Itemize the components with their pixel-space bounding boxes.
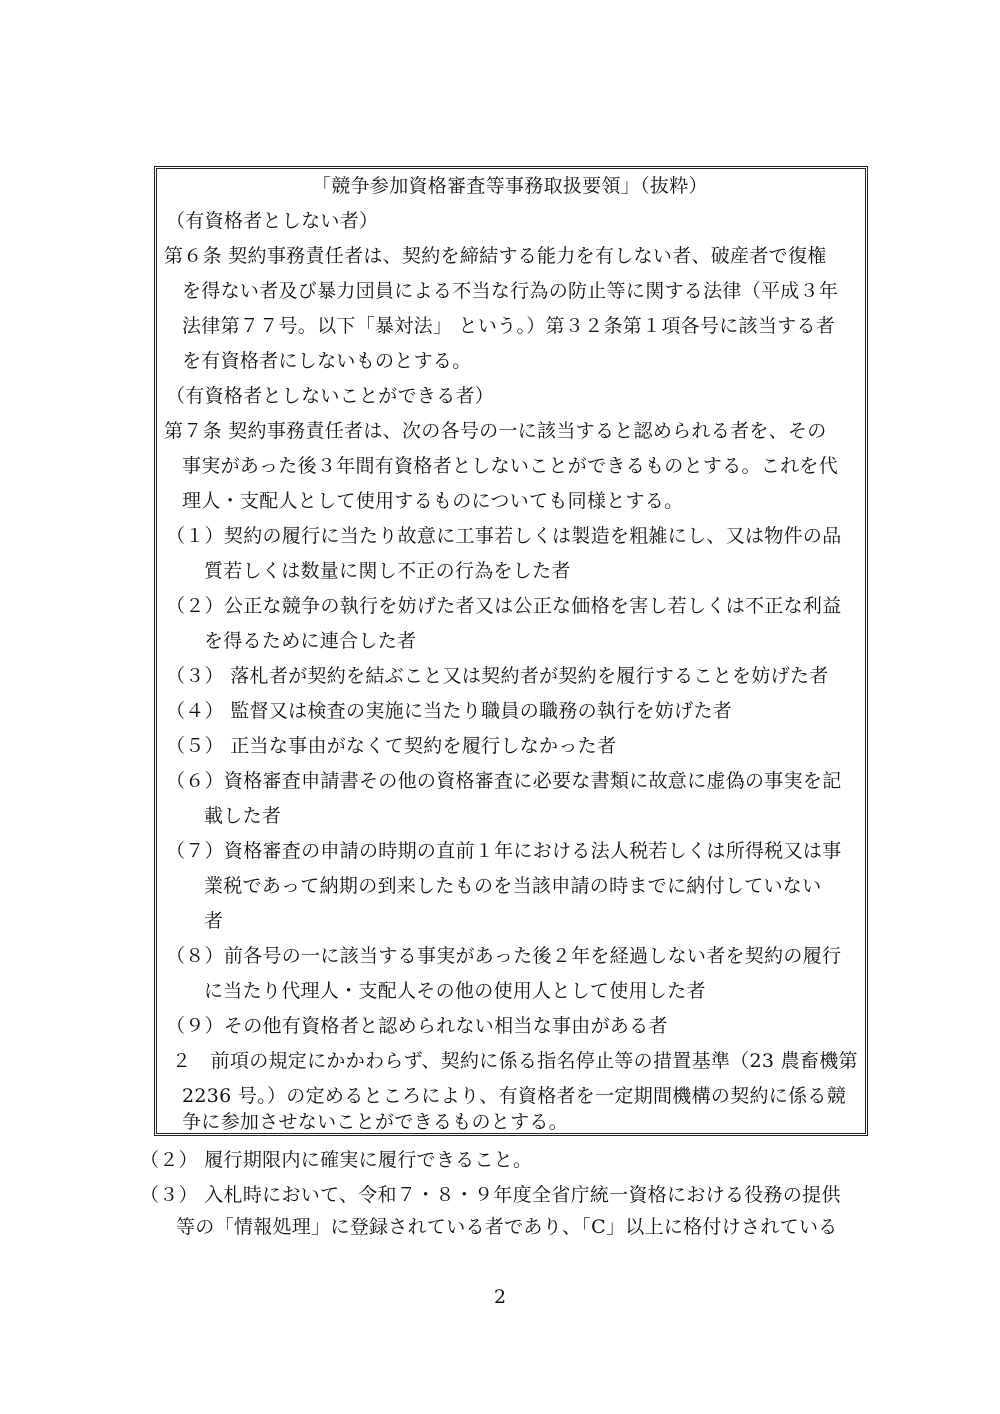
item-7-line-3: 者 bbox=[204, 910, 224, 932]
excerpt-title: 「競争参加資格審査等事務取扱要領」（抜粋） bbox=[312, 175, 708, 197]
item-8-line-1: （８）前各号の一に該当する事実があった後２年を経過しない者を契約の履行 bbox=[166, 945, 842, 967]
paragraph-2-line-2: 2236 号。）の定めるところにより、有資格者を一定期間機構の契約に係る競 bbox=[182, 1085, 846, 1107]
item-1-line-2: 質若しくは数量に関し不正の行為をした者 bbox=[204, 560, 571, 582]
item-5: （５） 正当な事由がなくて契約を履行しなかった者 bbox=[166, 735, 617, 757]
article-6-line-2: を得ない者及び暴力団員による不当な行為の防止等に関する法律（平成３年 bbox=[182, 280, 839, 302]
item-2-line-1: （２）公正な競争の執行を妨げた者又は公正な価格を害し若しくは不正な利益 bbox=[166, 595, 842, 617]
article-6-line-4: を有資格者にしないものとする。 bbox=[182, 350, 472, 372]
item-4: （４） 監督又は検査の実施に当たり職員の職務の執行を妨げた者 bbox=[166, 700, 733, 722]
item-6-line-2: 載した者 bbox=[204, 805, 282, 827]
page-number: 2 bbox=[493, 1286, 507, 1308]
item-8-line-2: に当たり代理人・支配人その他の使用人として使用した者 bbox=[204, 980, 706, 1002]
item-6-line-1: （６）資格審査申請書その他の資格審査に必要な書類に故意に虚偽の事実を記 bbox=[166, 770, 842, 792]
article-6-line-1: 第６条 契約事務責任者は、契約を締結する能力を有しない者、破産者で復権 bbox=[164, 245, 827, 267]
article-7-line-1: 第７条 契約事務責任者は、次の各号の一に該当すると認められる者を、その bbox=[164, 420, 827, 442]
item-7-line-1: （７）資格審査の申請の時期の直前１年における法人税若しくは所得税又は事 bbox=[166, 840, 842, 862]
paragraph-2-line-3: 争に参加させないことができるものとする。 bbox=[182, 1111, 569, 1133]
item-9: （９）その他有資格者と認められない相当な事由がある者 bbox=[166, 1015, 668, 1037]
item-7-line-2: 業税であって納期の到来したものを当該申請の時までに納付していない bbox=[204, 875, 822, 897]
heading-not-qualified: （有資格者としない者） bbox=[166, 210, 379, 232]
article-7-line-2: 事実があった後３年間有資格者としないことができるものとする。これを代 bbox=[182, 455, 839, 477]
item-3: （３） 落札者が契約を結ぶこと又は契約者が契約を履行することを妨げた者 bbox=[166, 665, 829, 687]
requirement-2: （２） 履行期限内に確実に履行できること。 bbox=[140, 1149, 533, 1171]
paragraph-2-line-1: ２ 前項の規定にかかわらず、契約に係る指名停止等の措置基準（23 農畜機第 bbox=[172, 1050, 858, 1072]
requirement-3-line-2: 等の「情報処理」に登録されている者であり、「C」以上に格付けされている bbox=[176, 1216, 838, 1238]
article-7-line-3: 理人・支配人として使用するものについても同様とする。 bbox=[182, 490, 684, 512]
item-2-line-2: を得るために連合した者 bbox=[204, 630, 417, 652]
heading-may-not-qualify: （有資格者としないことができる者） bbox=[166, 385, 495, 407]
requirement-3-line-1: （３） 入札時において、令和７・８・９年度全省庁統一資格における役務の提供 bbox=[140, 1184, 841, 1206]
item-1-line-1: （１）契約の履行に当たり故意に工事若しくは製造を粗雑にし、又は物件の品 bbox=[166, 525, 842, 547]
article-6-line-3: 法律第７７号。以下「暴対法」 という。）第３２条第１項各号に該当する者 bbox=[182, 315, 836, 337]
